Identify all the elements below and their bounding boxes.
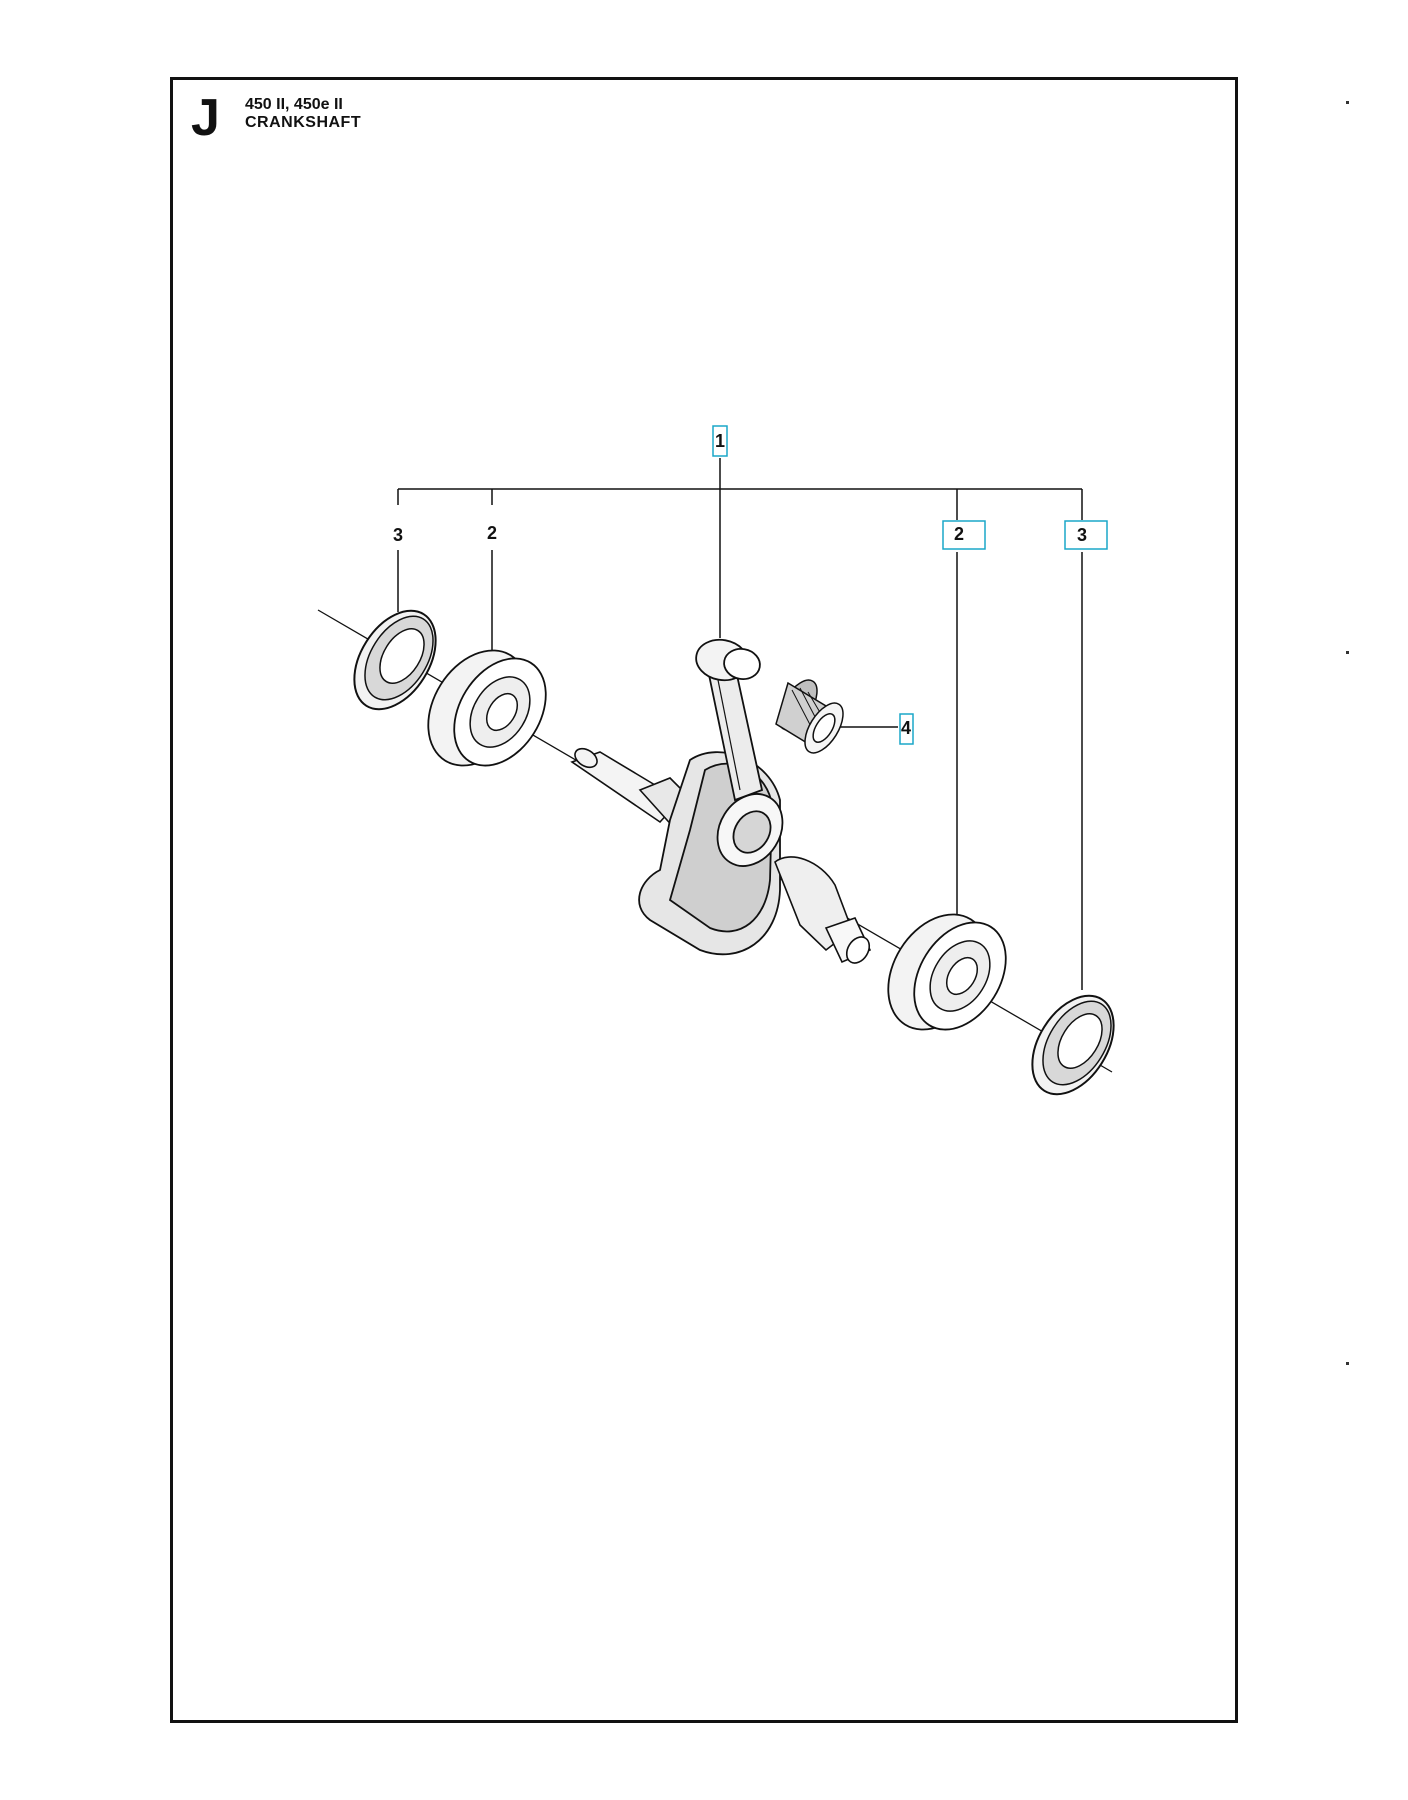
needle-bearing (771, 674, 850, 759)
crankshaft-right-journal (775, 857, 874, 967)
callout-2-bearing-right[interactable]: 2 (953, 524, 965, 544)
edge-mark (1346, 651, 1349, 654)
callout-3-seal-left[interactable]: 3 (392, 525, 404, 545)
section-letter: J (191, 89, 220, 147)
model-names: 450 II, 450e II (245, 96, 343, 113)
edge-mark (1346, 101, 1349, 104)
callout-3-seal-right[interactable]: 3 (1076, 525, 1088, 545)
callout-2-bearing-left[interactable]: 2 (486, 523, 498, 543)
oil-seal-right (1016, 981, 1131, 1109)
callout-4-needle-bearing[interactable]: 4 (900, 718, 912, 738)
callout-1-assembly[interactable]: 1 (714, 431, 726, 451)
edge-mark (1346, 1362, 1349, 1365)
ball-bearing-right (868, 896, 1025, 1048)
diagram-title: CRANKSHAFT (245, 114, 362, 131)
